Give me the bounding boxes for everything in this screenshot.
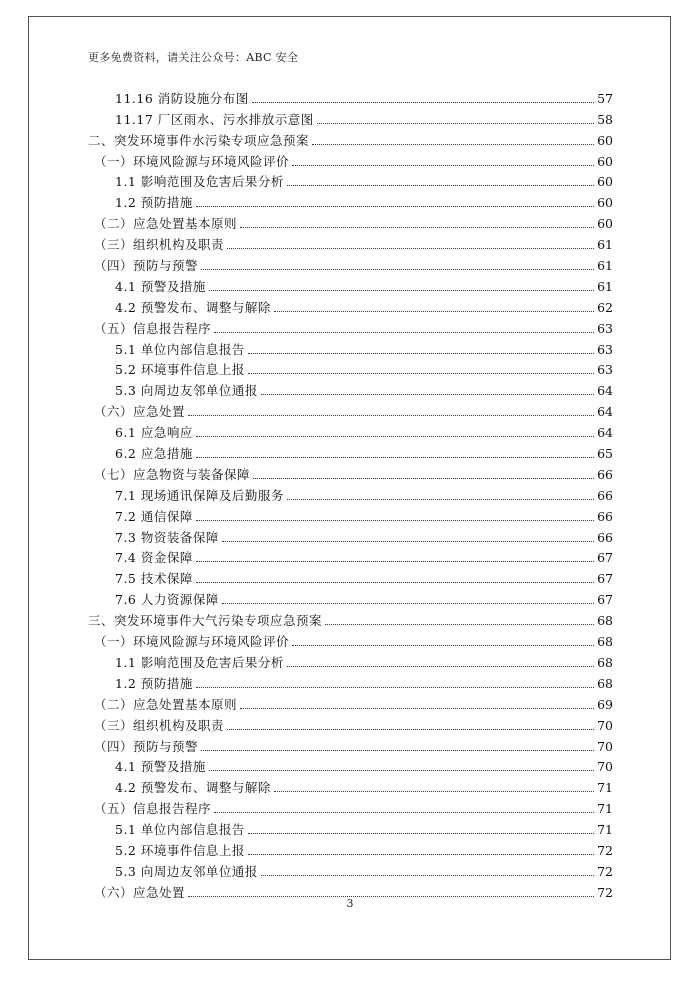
toc-entry-title: （五）信息报告程序 (94, 801, 212, 817)
toc-dot-leader (253, 477, 594, 479)
toc-dot-leader (196, 456, 594, 458)
toc-entry-page: 61 (597, 278, 613, 294)
toc-entry-page: 72 (597, 863, 613, 879)
toc-entry[interactable] (88, 483, 613, 504)
toc-dot-leader (196, 560, 594, 562)
toc-dot-leader (209, 289, 594, 291)
toc-dot-leader (292, 164, 594, 166)
toc-entry[interactable] (88, 629, 613, 650)
toc-entry[interactable] (88, 671, 613, 692)
toc-entry-title: 1.2 预防措施 (115, 675, 193, 691)
toc-entry[interactable] (88, 358, 613, 379)
toc-entry-title: （四）预防与预警 (94, 258, 199, 274)
toc-entry-title: （六）应急处置 (94, 404, 186, 420)
toc-entry[interactable] (88, 316, 613, 337)
toc-entry[interactable] (88, 566, 613, 587)
toc-entry-page: 68 (597, 654, 613, 670)
toc-entry-page: 68 (597, 634, 613, 650)
toc-entry-page: 63 (597, 320, 613, 336)
toc-entry[interactable] (88, 211, 613, 232)
toc-entry-title: 11.17 厂区雨水、污水排放示意图 (115, 111, 314, 127)
toc-entry-title: （二）应急处置基本原则 (94, 216, 238, 232)
toc-dot-leader (248, 832, 594, 834)
toc-entry-title: 1.2 预防措施 (115, 195, 193, 211)
toc-entry-page: 68 (597, 675, 613, 691)
toc-dot-leader (287, 498, 594, 500)
toc-entry-title: 7.2 通信保障 (115, 508, 193, 524)
toc-entry-title: 5.3 向周边友邻单位通报 (115, 383, 258, 399)
toc-entry[interactable] (88, 462, 613, 483)
toc-entry-page: 64 (597, 383, 613, 399)
toc-dot-leader (248, 352, 594, 354)
toc-entry-title: （一）环境风险源与环境风险评价 (94, 634, 290, 650)
toc-dot-leader (201, 268, 594, 270)
toc-dot-leader (248, 372, 594, 374)
toc-entry-title: 二、突发环境事件水污染专项应急预案 (88, 132, 310, 148)
toc-dot-leader (261, 874, 594, 876)
toc-dot-leader (196, 205, 594, 207)
toc-entry-page: 70 (597, 738, 613, 754)
toc-entry-title: 11.16 消防设施分布图 (115, 90, 249, 106)
toc-dot-leader (196, 519, 594, 521)
toc-entry-title: 6.2 应急措施 (115, 446, 193, 462)
toc-dot-leader (209, 769, 594, 771)
toc-entry-page: 60 (597, 153, 613, 169)
toc-entry-title: （三）组织机构及职责 (94, 237, 225, 253)
toc-entry-title: （四）预防与预警 (94, 738, 199, 754)
toc-entry-title: （一）环境风险源与环境风险评价 (94, 153, 290, 169)
toc-entry[interactable] (88, 713, 613, 734)
toc-entry-page: 61 (597, 237, 613, 253)
toc-entry-page: 60 (597, 132, 613, 148)
toc-entry[interactable] (88, 525, 613, 546)
toc-entry-page: 66 (597, 466, 613, 482)
toc-entry[interactable] (88, 838, 613, 859)
toc-entry[interactable] (88, 608, 613, 629)
toc-dot-leader (252, 101, 594, 103)
toc-dot-leader (196, 435, 594, 437)
toc-entry-title: （三）组织机构及职责 (94, 717, 225, 733)
toc-entry[interactable] (88, 692, 613, 713)
toc-entry-page: 63 (597, 362, 613, 378)
toc-entry-title: （二）应急处置基本原则 (94, 696, 238, 712)
toc-entry-title: 7.5 技术保障 (115, 571, 193, 587)
toc-entry-title: 4.2 预警发布、调整与解除 (115, 780, 271, 796)
toc-dot-leader (227, 728, 594, 730)
toc-entry[interactable] (88, 420, 613, 441)
toc-entry-page: 60 (597, 195, 613, 211)
toc-entry-page: 71 (597, 822, 613, 838)
toc-entry-page: 68 (597, 613, 613, 629)
toc-entry-page: 58 (597, 111, 613, 127)
toc-entry-title: 7.6 人力资源保障 (115, 592, 219, 608)
toc-entry-title: 7.3 物资装备保障 (115, 529, 219, 545)
toc-dot-leader (325, 623, 594, 625)
toc-entry-page: 64 (597, 404, 613, 420)
toc-dot-leader (188, 414, 594, 416)
toc-entry[interactable] (88, 441, 613, 462)
toc-entry-title: 三、突发环境事件大气污染专项应急预案 (88, 613, 323, 629)
toc-entry[interactable] (88, 859, 613, 880)
toc-dot-leader (287, 184, 594, 186)
toc-entry[interactable] (88, 378, 613, 399)
toc-entry[interactable] (88, 775, 613, 796)
toc-entry-page: 67 (597, 592, 613, 608)
toc-entry[interactable] (88, 274, 613, 295)
toc-entry[interactable] (88, 546, 613, 567)
page-number: 3 (346, 897, 354, 910)
toc-entry[interactable] (88, 650, 613, 671)
toc-entry-title: （六）应急处置 (94, 884, 186, 900)
header-note: 更多免费资料，请关注公众号：ABC 安全 (88, 51, 299, 64)
toc-entry-title: 1.1 影响范围及危害后果分析 (115, 174, 284, 190)
toc-entry-page: 70 (597, 759, 613, 775)
toc-entry-page: 60 (597, 216, 613, 232)
toc-entry[interactable] (88, 587, 613, 608)
toc-entry-title: 5.1 单位内部信息报告 (115, 822, 245, 838)
toc-entry[interactable] (88, 253, 613, 274)
toc-entry[interactable] (88, 190, 613, 211)
toc-entry[interactable] (88, 817, 613, 838)
toc-dot-leader (287, 665, 594, 667)
toc-entry[interactable] (88, 755, 613, 776)
toc-entry-title: 4.1 预警及措施 (115, 278, 206, 294)
toc-entry[interactable] (88, 504, 613, 525)
toc-entry[interactable] (88, 107, 613, 128)
toc-entry-title: 6.1 应急响应 (115, 425, 193, 441)
toc-entry-title: 5.2 环境事件信息上报 (115, 842, 245, 858)
toc-entry-page: 72 (597, 842, 613, 858)
toc-entry[interactable] (88, 796, 613, 817)
toc-dot-leader (240, 226, 594, 228)
toc-dot-leader (248, 853, 594, 855)
toc-entry-page: 67 (597, 550, 613, 566)
toc-entry-page: 70 (597, 717, 613, 733)
toc-dot-leader (274, 790, 594, 792)
toc-entry-title: 1.1 影响范围及危害后果分析 (115, 654, 284, 670)
toc-dot-leader (292, 644, 594, 646)
toc-dot-leader (317, 122, 594, 124)
toc-entry-page: 66 (597, 487, 613, 503)
toc-dot-leader (201, 749, 594, 751)
toc-dot-leader (196, 581, 594, 583)
toc-entry-page: 72 (597, 884, 613, 900)
toc-entry-page: 61 (597, 258, 613, 274)
toc-dot-leader (261, 393, 594, 395)
toc-entry-page: 69 (597, 696, 613, 712)
toc-entry[interactable] (88, 337, 613, 358)
toc-entry-page: 63 (597, 341, 613, 357)
toc-entry[interactable] (88, 170, 613, 191)
toc-dot-leader (274, 310, 594, 312)
toc-entry-title: （五）信息报告程序 (94, 320, 212, 336)
toc-entry-title: 5.1 单位内部信息报告 (115, 341, 245, 357)
toc-entry-page: 60 (597, 174, 613, 190)
toc-entry-page: 66 (597, 508, 613, 524)
toc-entry[interactable] (88, 295, 613, 316)
toc-entry-title: 5.2 环境事件信息上报 (115, 362, 245, 378)
toc-entry[interactable] (88, 149, 613, 170)
toc-entry-title: 7.4 资金保障 (115, 550, 193, 566)
toc-entry-title: 7.1 现场通讯保障及后勤服务 (115, 487, 284, 503)
toc-entry-title: 4.1 预警及措施 (115, 759, 206, 775)
toc-dot-leader (312, 143, 594, 145)
toc-entry[interactable] (88, 734, 613, 755)
toc-entry-page: 65 (597, 446, 613, 462)
toc-entry-page: 57 (597, 90, 613, 106)
toc-dot-leader (222, 540, 594, 542)
toc-entry[interactable] (88, 86, 613, 107)
toc-dot-leader (227, 247, 594, 249)
toc-entry-page: 62 (597, 299, 613, 315)
toc-dot-leader (196, 686, 594, 688)
toc-entry-title: （七）应急物资与装备保障 (94, 466, 251, 482)
toc-dot-leader (240, 707, 594, 709)
toc-dot-leader (214, 811, 594, 813)
table-of-contents (88, 86, 613, 901)
toc-entry-page: 71 (597, 780, 613, 796)
toc-entry[interactable] (88, 128, 613, 149)
toc-entry-page: 64 (597, 425, 613, 441)
toc-entry-page: 66 (597, 529, 613, 545)
toc-entry[interactable] (88, 399, 613, 420)
toc-entry-title: 4.2 预警发布、调整与解除 (115, 299, 271, 315)
toc-entry-title: 5.3 向周边友邻单位通报 (115, 863, 258, 879)
toc-dot-leader (214, 331, 594, 333)
toc-dot-leader (222, 602, 594, 604)
toc-entry[interactable] (88, 232, 613, 253)
toc-entry-page: 67 (597, 571, 613, 587)
toc-entry-page: 71 (597, 801, 613, 817)
